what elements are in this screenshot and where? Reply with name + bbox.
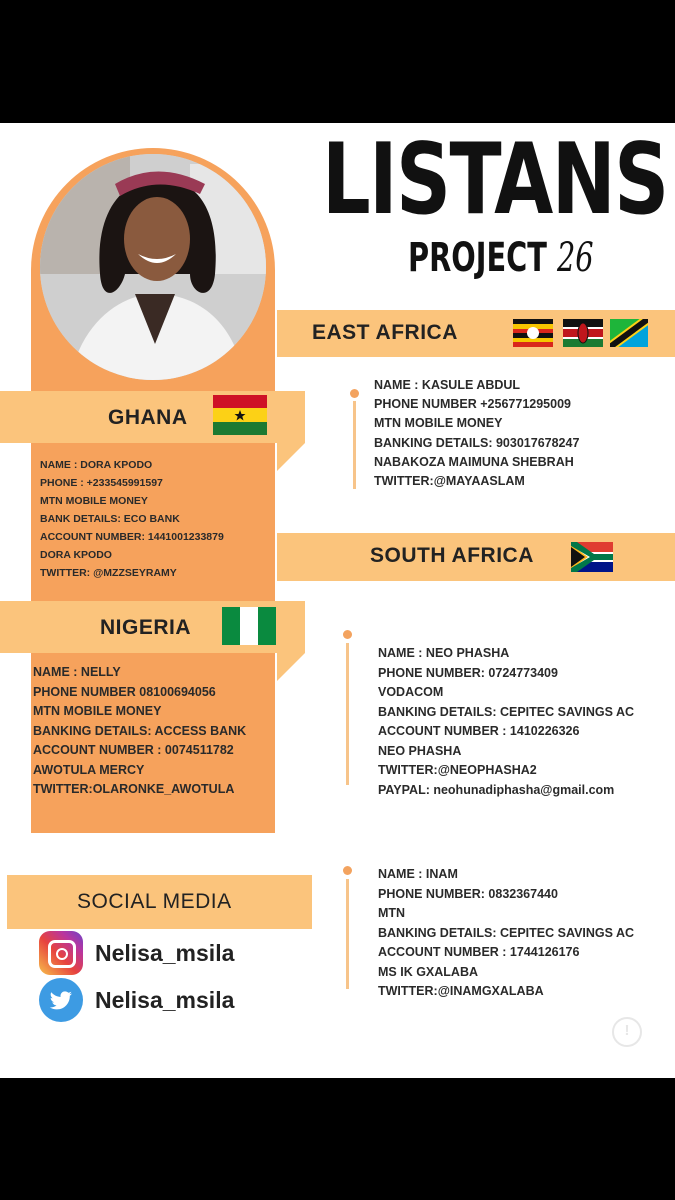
ghana-info bbox=[40, 460, 224, 586]
info-line: TWITTER:@INAMGXALABA bbox=[378, 984, 544, 998]
nigeria-heading: NIGERIA bbox=[100, 616, 192, 639]
instagram-handle[interactable]: Nelisa_msila bbox=[95, 939, 235, 966]
social-media-heading: SOCIAL MEDIA bbox=[77, 890, 232, 913]
info-line: BANKING DETAILS: CEPITEC SAVINGS AC bbox=[378, 925, 635, 940]
instagram-row[interactable] bbox=[39, 931, 234, 975]
twitter-icon[interactable] bbox=[39, 978, 83, 1022]
info-line: MTN bbox=[378, 906, 406, 920]
info-line: NAME : NEO PHASHA bbox=[378, 646, 510, 660]
flag-kenya-icon bbox=[563, 319, 603, 347]
twitter-handle[interactable]: Nelisa_msila bbox=[95, 986, 235, 1013]
info-line: TWITTER:OLARONKE_AWOTULA bbox=[33, 782, 235, 796]
timeline-line bbox=[353, 401, 356, 489]
info-line: NABAKOZA MAIMUNA SHEBRAH bbox=[374, 454, 574, 469]
flag-tanzania-icon bbox=[610, 319, 648, 347]
info-line: NAME : KASULE ABDUL bbox=[374, 378, 521, 392]
info-line: MTN MOBILE MONEY bbox=[40, 495, 148, 507]
timeline-line bbox=[346, 643, 349, 785]
timeline-line bbox=[346, 879, 349, 989]
info-line: NAME : DORA KPODO bbox=[40, 459, 153, 471]
page-subtitle bbox=[408, 235, 594, 281]
timeline-dot bbox=[343, 630, 352, 639]
info-line: DORA KPODO bbox=[40, 549, 112, 561]
timeline-dot bbox=[343, 866, 352, 875]
south-africa-info-2 bbox=[378, 868, 634, 1005]
info-line: AWOTULA MERCY bbox=[33, 762, 145, 777]
flag-south-africa-icon bbox=[571, 542, 613, 572]
info-line: PHONE NUMBER +256771295009 bbox=[374, 397, 571, 412]
info-line: ACCOUNT NUMBER : 1744126176 bbox=[378, 945, 580, 959]
info-line: TWITTER:@MAYAASLAM bbox=[374, 473, 525, 488]
instagram-icon[interactable] bbox=[39, 931, 83, 975]
ghana-heading: GHANA bbox=[108, 406, 188, 429]
east-africa-heading: EAST AFRICA bbox=[312, 321, 458, 344]
ghana-band-notch bbox=[277, 443, 305, 471]
poster bbox=[0, 123, 675, 1078]
info-line: BANKING DETAILS: 903017678247 bbox=[374, 435, 580, 450]
flag-ghana-icon bbox=[213, 395, 267, 435]
flag-uganda-icon bbox=[513, 319, 553, 347]
timeline-dot bbox=[350, 389, 359, 398]
info-line: PHONE NUMBER 08100694056 bbox=[33, 684, 216, 699]
profile-photo bbox=[40, 154, 266, 380]
twitter-row[interactable] bbox=[39, 978, 234, 1022]
info-line: MS IK GXALABA bbox=[378, 964, 478, 979]
subtitle-word: PROJECT bbox=[408, 235, 547, 281]
info-line: NEO PHASHA bbox=[378, 743, 462, 758]
page-title: LISTANS bbox=[322, 123, 668, 237]
info-line: BANKING DETAILS: CEPITEC SAVINGS AC bbox=[378, 704, 635, 719]
info-line: BANKING DETAILS: ACCESS BANK bbox=[33, 723, 247, 738]
info-line: TWITTER:@NEOPHASHA2 bbox=[378, 763, 537, 777]
report-icon[interactable] bbox=[612, 1017, 642, 1047]
info-line: MTN MOBILE MONEY bbox=[33, 704, 162, 718]
info-line: ACCOUNT NUMBER : 0074511782 bbox=[33, 743, 234, 757]
nigeria-info bbox=[33, 666, 246, 803]
info-line: ACCOUNT NUMBER: 1441001233879 bbox=[40, 531, 224, 543]
info-line: MTN MOBILE MONEY bbox=[374, 416, 503, 431]
info-line: NAME : INAM bbox=[378, 867, 458, 881]
info-line: ACCOUNT NUMBER : 1410226326 bbox=[378, 724, 580, 738]
info-line: PHONE NUMBER: 0832367440 bbox=[378, 886, 558, 901]
flag-nigeria-icon bbox=[222, 607, 276, 645]
info-line: VODACOM bbox=[378, 685, 444, 699]
info-line: PHONE NUMBER: 0724773409 bbox=[378, 665, 558, 680]
info-line: PHONE : +233545991597 bbox=[40, 477, 163, 489]
subtitle-number: 26 bbox=[556, 235, 594, 281]
nigeria-band-notch bbox=[277, 653, 305, 681]
south-africa-info-1 bbox=[378, 647, 634, 803]
east-africa-info bbox=[374, 379, 579, 494]
info-line: TWITTER: @MZZSEYRAMY bbox=[40, 567, 177, 579]
info-line: BANK DETAILS: ECO BANK bbox=[40, 513, 180, 525]
south-africa-heading: SOUTH AFRICA bbox=[370, 544, 534, 567]
info-line: NAME : NELLY bbox=[33, 665, 121, 679]
info-line: PAYPAL: neohunadiphasha@gmail.com bbox=[378, 782, 615, 797]
